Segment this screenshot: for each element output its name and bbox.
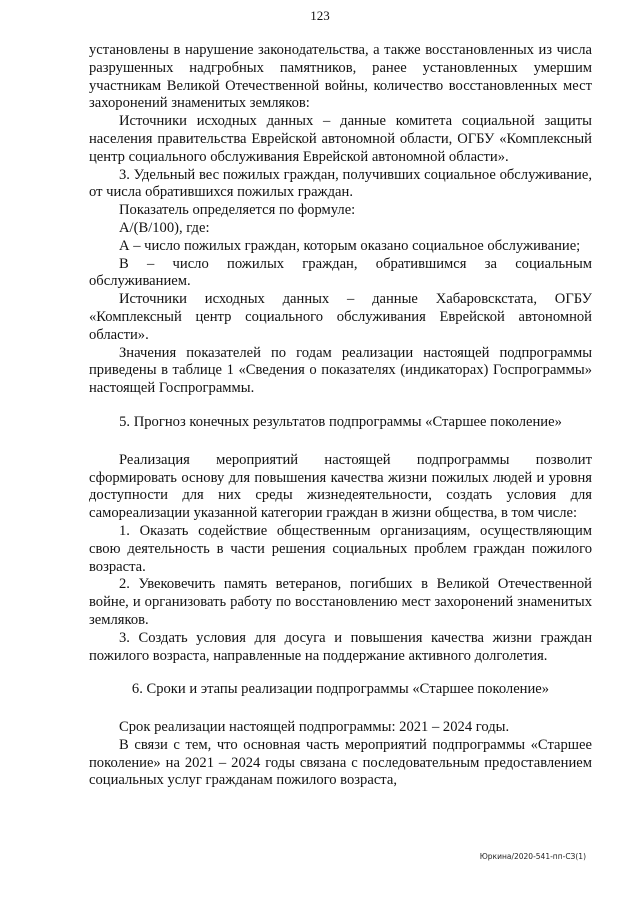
paragraph: В – число пожилых граждан, обратившимся за социальным обслуживанием. — [89, 255, 592, 290]
paragraph: установлены в нарушение законодательства, а также восстановленных из числа разрушенных надгробных памятников, ранее установленных умершим участникам Великой Отечественной войны, количество восстановленных мест захоронений знаменитых земляков: — [89, 42, 592, 112]
list-item: 2. Увековечить память ветеранов, погибших в Великой Отечественной войне, и организовать работу по восстановлению мест захоронений знаменитых земляков. — [89, 576, 592, 628]
paragraph: В связи с тем, что основная часть мероприятий подпрограммы «Старшее поколение» на 2021 – 2024 годы связана с последовательным предоставлением социальных услуг гражданам пожилого возраста, — [89, 736, 592, 789]
paragraph: А – число пожилых граждан, которым оказано социальное обслуживание; — [119, 237, 581, 254]
document-code: Юркина/2020-541-пп-СЗ(1) — [479, 852, 586, 861]
paragraph: Показатель определяется по формуле: — [119, 202, 356, 219]
page-number: 123 — [310, 8, 330, 23]
paragraph: 3. Удельный вес пожилых граждан, получивших социальное обслуживание, от числа обратившихся пожилых граждан. — [89, 166, 592, 201]
paragraph: Реализация мероприятий настоящей подпрограммы позволит сформировать основу для повышения качества жизни пожилых людей и уровня доступности для них среды жизнедеятельности, создать условия для самореализации указанной категории граждан в жизни общества, в том числе: — [89, 451, 592, 522]
document-body — [89, 42, 592, 790]
formula: А/(В/100), где: — [119, 219, 210, 236]
paragraph: Срок реализации настоящей подпрограммы: 2021 – 2024 годы. — [119, 719, 510, 736]
paragraph: Источники исходных данных – данные комитета социальной защиты населения правительства Еврейской автономной области, ОГБУ «Комплексный центр социального обслуживания Еврейской автономной области». — [89, 113, 592, 165]
paragraph: Источники исходных данных – данные Хабаровскстата, ОГБУ «Комплексный центр социального обслуживания Еврейской автономной области». — [89, 291, 592, 343]
section-heading-5: 5. Прогноз конечных результатов подпрограммы «Старшее поколение» — [119, 413, 562, 430]
list-item: 1. Оказать содействие общественным организациям, осуществляющим свою деятельность в части решения социальных проблем граждан пожилого возраста. — [89, 522, 592, 575]
list-item: 3. Создать условия для досуга и повышения качества жизни граждан пожилого возраста, направленные на поддержание активного долголетия. — [89, 629, 592, 664]
section-heading-6: 6. Сроки и этапы реализации подпрограммы «Старшее поколение» — [131, 681, 550, 698]
paragraph: Значения показателей по годам реализации настоящей подпрограммы приведены в таблице 1 «Сведения о показателях (индикаторах) Госпрограммы» настоящей Госпрограммы. — [89, 344, 592, 397]
